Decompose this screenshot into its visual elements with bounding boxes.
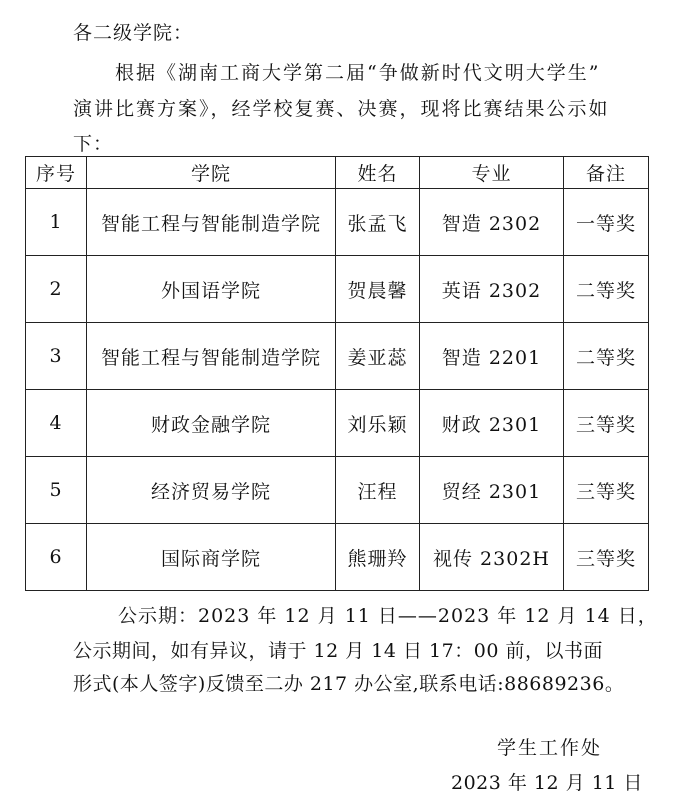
cell-name: 张孟飞 xyxy=(336,189,420,256)
table-header-row xyxy=(26,157,649,189)
cell-name: 熊珊羚 xyxy=(336,524,420,591)
results-table xyxy=(25,156,649,591)
cell-major: 智造 2302 xyxy=(420,189,564,256)
publicity-period-line: 公示期：2023 年 12 月 11 日——2023 年 12 月 14 日， xyxy=(118,605,658,627)
cell-major: 英语 2302 xyxy=(420,256,564,323)
cell-remark: 一等奖 xyxy=(564,189,649,256)
header-no: 序号 xyxy=(26,157,87,189)
cell-no: 5 xyxy=(26,457,87,524)
cell-remark: 三等奖 xyxy=(564,524,649,591)
cell-no: 4 xyxy=(26,390,87,457)
cell-major: 智造 2201 xyxy=(420,323,564,390)
cell-no: 3 xyxy=(26,323,87,390)
cell-major: 贸经 2301 xyxy=(420,457,564,524)
signer: 学生工作处 xyxy=(497,737,603,759)
cell-college: 国际商学院 xyxy=(87,524,336,591)
contact-line: 形式(本人签字)反馈至二办 217 办公室,联系电话:88689236。 xyxy=(73,673,625,695)
cell-college: 经济贸易学院 xyxy=(87,457,336,524)
cell-college: 财政金融学院 xyxy=(87,390,336,457)
cell-name: 姜亚蕊 xyxy=(336,323,420,390)
header-remark: 备注 xyxy=(564,157,649,189)
cell-remark: 三等奖 xyxy=(564,457,649,524)
cell-college: 外国语学院 xyxy=(87,256,336,323)
cell-college: 智能工程与智能制造学院 xyxy=(87,189,336,256)
intro-line-3: 下： xyxy=(73,133,114,155)
cell-no: 6 xyxy=(26,524,87,591)
notice-greeting: 各二级学院： xyxy=(73,22,194,44)
header-college: 学院 xyxy=(87,157,336,189)
table-row xyxy=(26,390,649,457)
header-name: 姓名 xyxy=(336,157,420,189)
header-major: 专业 xyxy=(420,157,564,189)
table-row xyxy=(26,457,649,524)
objection-line: 公示期间，如有异议，请于 12 月 14 日 17：00 前，以书面 xyxy=(73,640,603,662)
table-row xyxy=(26,524,649,591)
intro-line-1: 根据《湖南工商大学第二届“争做新时代文明大学生” xyxy=(115,62,601,84)
table-row xyxy=(26,189,649,256)
issue-date: 2023 年 12 月 11 日 xyxy=(451,772,643,794)
cell-remark: 二等奖 xyxy=(564,323,649,390)
cell-major: 视传 2302H xyxy=(420,524,564,591)
cell-major: 财政 2301 xyxy=(420,390,564,457)
intro-line-2: 演讲比赛方案》，经学校复赛、决赛，现将比赛结果公示如 xyxy=(73,98,610,120)
cell-no: 1 xyxy=(26,189,87,256)
cell-remark: 三等奖 xyxy=(564,390,649,457)
cell-no: 2 xyxy=(26,256,87,323)
cell-name: 贺晨馨 xyxy=(336,256,420,323)
cell-remark: 二等奖 xyxy=(564,256,649,323)
cell-college: 智能工程与智能制造学院 xyxy=(87,323,336,390)
cell-name: 刘乐颖 xyxy=(336,390,420,457)
cell-name: 汪程 xyxy=(336,457,420,524)
table-row xyxy=(26,323,649,390)
table-row xyxy=(26,256,649,323)
